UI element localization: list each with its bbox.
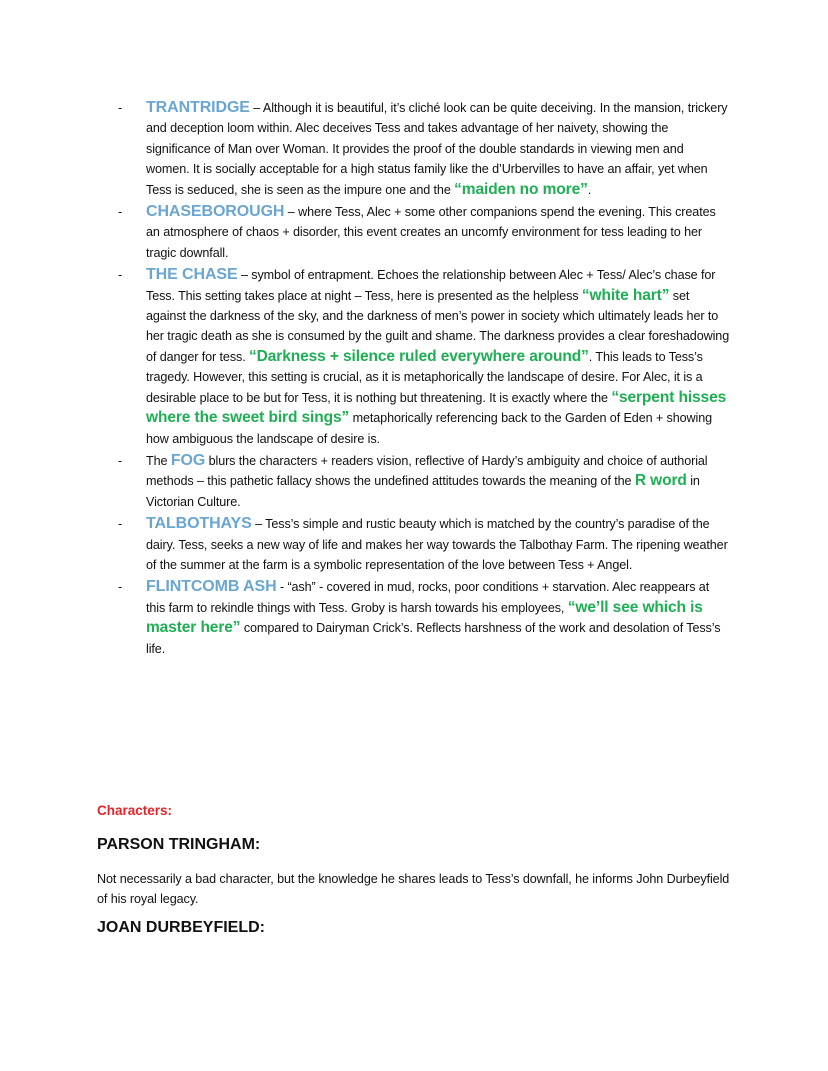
setting-talbothays (118, 514, 730, 575)
bullet-dash: - (118, 453, 123, 468)
setting-text: in Victorian Culture. (146, 474, 700, 509)
characters-heading: Characters: (97, 803, 173, 818)
setting-text: metaphorically referencing back to the Garden of Eden + showing how ambiguous the landscape of desire is. (146, 411, 713, 446)
setting-text: . This leads to Tess’s tragedy. However, this setting is crucial, as it is metaphorically the landscape of desire. For Alec, it is a desirable place to be but for Tess, it is nothing but threatening. It is exactly where the (146, 349, 703, 405)
setting-quote: “we’ll see which is master here” (146, 598, 703, 637)
bullet-dash: - (118, 268, 123, 283)
setting-fog (118, 451, 730, 512)
setting-text: – symbol of entrapment. Echoes the relationship between Alec + Tess/ Alec’s chase for Tess. This setting takes place at night – Tess, here is presented as the helpless (146, 268, 716, 303)
setting-text: compared to Dairyman Crick’s. Reflects harshness of the work and desolation of Tess’s life. (146, 621, 721, 656)
setting-text: – Although it is beautiful, it’s cliché look can be quite deceiving. In the mansion, trickery and deception loom within. Alec deceives Tess and takes advantage of her naivety, showing the significance of Man over Woman. It provides the proof of the double standards in viewing men and women. It is socially acceptable for a high status family like the d’Urbervilles to have an affair, yet when Tess is seduced, she is seen as the impure one and the (146, 101, 728, 197)
setting-trantridge (118, 98, 730, 200)
bullet-dash: - (118, 101, 123, 115)
setting-keyword: TRANTRIDGE (146, 99, 250, 116)
character-name-joan-durbeyfield: JOAN DURBEYFIELD: (97, 919, 266, 936)
setting-text: - “ash” - covered in mud, rocks, poor conditions + starvation. Alec reappears at this farm to rekindle things with Tess. Groby is harsh towards his employees, (146, 580, 710, 615)
setting-quote: “white hart” (581, 286, 670, 304)
setting-text: blurs the characters + readers vision, reflective of Hardy’s ambiguity and choice of authorial methods – this pathetic fallacy shows the undefined attitudes towards the meaning of the (146, 453, 708, 489)
bullet-dash: - (118, 517, 123, 532)
setting-keyword: FOG (170, 451, 206, 469)
setting-keyword: TALBOTHAYS (146, 515, 252, 533)
setting-keyword: THE CHASE (146, 266, 238, 284)
setting-text: – Tess’s simple and rustic beauty which is matched by the country’s paradise of the dairy. Tess, seeks a new way of life and makes her way towards the Talbothay Farm. The ripening weather of the summer at the farm is a symbolic representation of the love between Tess + Angel. (146, 517, 728, 572)
setting-chaseborough (118, 202, 730, 263)
bullet-dash: - (118, 205, 123, 220)
setting-quote: R word (634, 472, 687, 490)
bullet-dash: - (118, 580, 123, 595)
setting-quote: “maiden no more” (454, 180, 588, 198)
character-name-parson-tringham: PARSON TRINGHAM: (97, 836, 261, 853)
setting-text: The (146, 453, 171, 468)
settings-list (118, 98, 730, 661)
setting-flintcomb-ash (118, 577, 730, 659)
setting-the-chase (118, 265, 730, 449)
setting-quote: “serpent hisses where the sweet bird sings” (146, 388, 727, 427)
setting-text: – where Tess, Alec + some other companions spend the evening. This creates an atmosphere of chaos + disorder, this event creates an uncomfy environment for tess leading to her tragic downfall. (146, 205, 716, 260)
setting-text: set against the darkness of the sky, and the darkness of men’s power in society which ultimately leads her to her tragic death as she is consumed by the guilt and shame. The darkness provides a clear foreshadowing of danger for tess. (146, 288, 730, 364)
setting-quote: “Darkness + silence ruled everywhere around” (249, 347, 589, 365)
setting-keyword: CHASEBOROUGH (146, 203, 285, 221)
character-description-parson-tringham: Not necessarily a bad character, but the knowledge he shares leads to Tess’s downfall, he informs John Durbeyfield of his royal legacy. (97, 872, 730, 906)
setting-keyword: FLINTCOMB ASH (146, 578, 277, 596)
setting-text: . (587, 182, 592, 197)
